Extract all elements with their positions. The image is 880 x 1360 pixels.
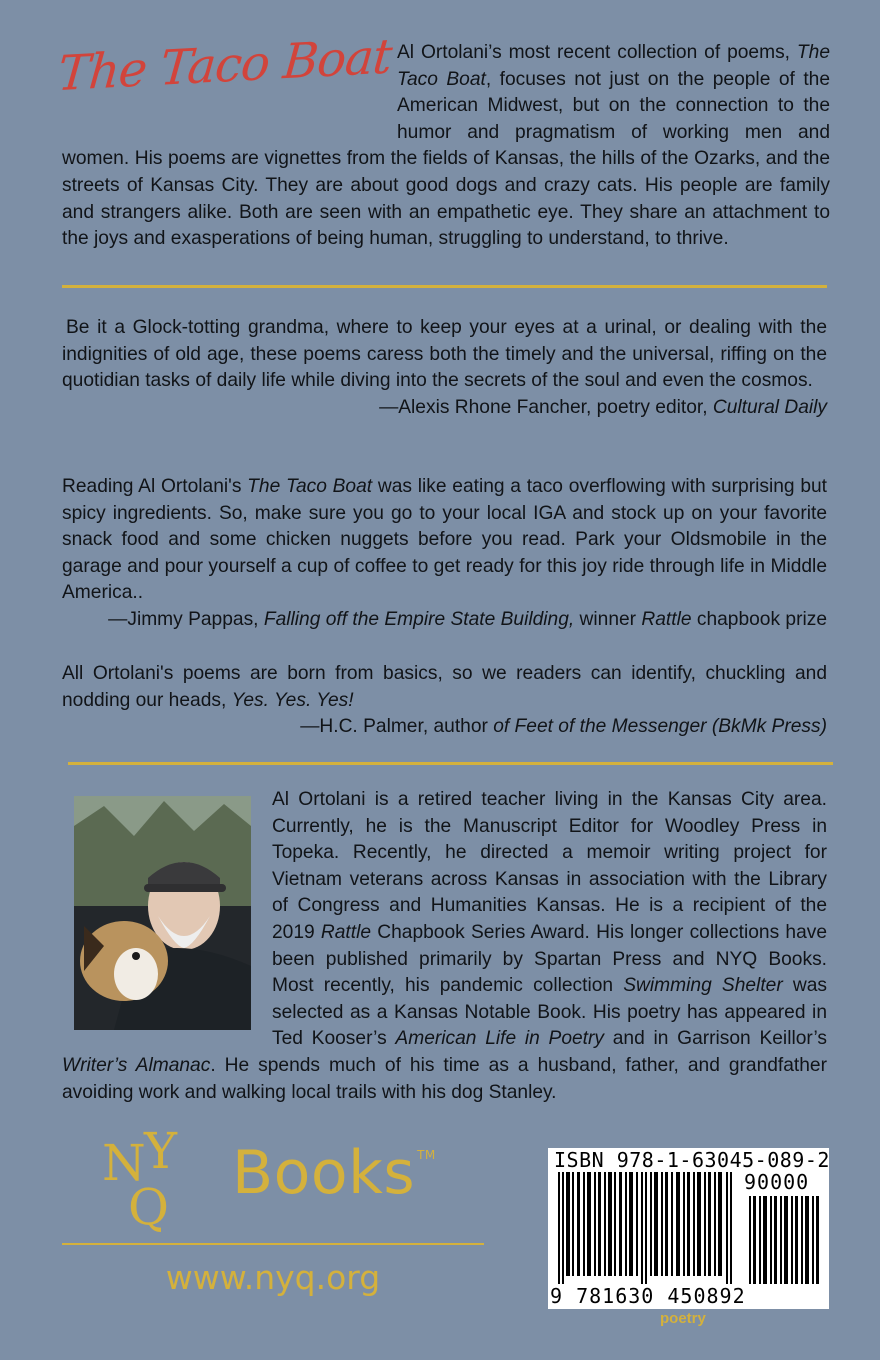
review-2-book: Falling off the Empire State Building, [263, 608, 575, 630]
review-2-text [62, 474, 827, 607]
review-3-text-a: All Ortolani's poems are born from basics, so we readers can identify, chuckling and nodding our heads, [62, 663, 827, 711]
svg-text:Y: Y [144, 1128, 178, 1180]
review-3-attribution [62, 714, 827, 741]
review-2-text-b: was like eating a taco overflowing with surprising but spicy ingredients. So, make sure you go to your local IGA and stock up on your favorite snack food and some chicken nuggets before you read. Park your Oldsmobile in the garage and pour yourself a cup of coffee to get ready for this joy ride through life in Middle America.. [62, 476, 827, 604]
blurb-text: Al Ortolani’s most recent collection of poems, [397, 42, 797, 63]
bio-text-d: and in Garrison Keillor’s [604, 1028, 827, 1050]
review-2-attribution [62, 607, 827, 634]
review-1-text: Be it a Glock-totting grandma, where to keep your eyes at a urinal, or dealing with the indignities of old age, these poems caress both the timely and the universal, riffing on the quotidian tasks of daily life while diving into the secrets of the soul and even the cosmos. [62, 317, 827, 392]
ean-barcode [556, 1172, 736, 1284]
publisher-url[interactable]: www.nyq.org [165, 1258, 381, 1297]
publisher-name [232, 1138, 436, 1208]
review-2 [62, 474, 827, 634]
review-2-winner: winner [574, 608, 642, 630]
blurb-text-rest: , focuses not just on the people of the American Midwest, but on the connection to the humor and pragmatism of working men and women. His poems are vignettes from the fields of Kansas, the hills of the Ozarks, and the streets of Kansas City. They are about good dogs and crazy cats. His people are family and strangers alike. Both are seen with an empathetic eye. They share an attachment to the joys and exasperations of being human, struggling to understand, to thrive. [62, 68, 830, 250]
bio-text-a: Al Ortolani is a retired teacher living in the Kansas City area. Currently, he is the Manuscript Editor for Woodley Press in Topeka. Recently, he directed a memoir writing project for Vietnam veterans across Kansas in association with the Library of Congress and Humanities Kansas. He is a recipient of the 2019 [272, 789, 827, 943]
review-1-attribution [62, 395, 827, 422]
photo-float-spacer [62, 787, 272, 1035]
addon-barcode [748, 1196, 820, 1284]
review-3-text [62, 661, 827, 714]
trademark: TM [417, 1148, 436, 1162]
bio-american-life: American Life in Poetry [395, 1028, 604, 1050]
review-2-rattle: Rattle [641, 608, 692, 630]
bio-swimming-shelter: Swimming Shelter [623, 975, 783, 997]
bio-text-b: Chapbook Series Award. His longer collections have been published primarily by Spartan Press and NYQ Books. Most recently, his pandemic collection [272, 921, 827, 997]
bio-rattle: Rattle [320, 921, 372, 943]
divider-middle [68, 762, 833, 765]
review-3-book: of Feet of the Messenger (BkMk Press) [493, 716, 827, 738]
review-2-author: —Jimmy Pappas, [108, 608, 264, 630]
review-1 [62, 315, 827, 421]
bio-text-e: . He spends much of his time as a husband, father, and grandfather avoiding work and walking local trails with his dog Stanley. [62, 1054, 827, 1103]
title-wrap [55, 28, 397, 120]
category-label: poetry [660, 1310, 706, 1327]
review-1-publication: Cultural Daily [712, 396, 827, 418]
books-word: Books [232, 1138, 416, 1208]
isbn-label: ISBN 978-1-63045-089-2 [554, 1148, 830, 1172]
review-3-yes: Yes. Yes. Yes! [231, 689, 354, 711]
author-bio [62, 787, 827, 1106]
nyq-logo-mark [100, 1128, 220, 1232]
barcode-box [548, 1148, 829, 1309]
review-3 [62, 661, 827, 741]
divider-top [62, 285, 827, 288]
ean-digits: 9 781630 450892 [550, 1284, 746, 1308]
svg-text:Q: Q [128, 1178, 169, 1232]
blurb-section [55, 28, 830, 253]
divider-publisher [62, 1243, 484, 1245]
blurb-book-title: The Taco Boat [397, 42, 830, 90]
price-code: 90000 [744, 1170, 810, 1194]
nyq-logo [100, 1128, 220, 1232]
bio-text-c: was selected as a Kansas Notable Book. His poetry has appeared in Ted Kooser’s [272, 975, 828, 1050]
review-1-author: —Alexis Rhone Fancher, poetry editor, [379, 396, 713, 418]
review-2-text-a: Reading Al Ortolani's [62, 476, 248, 497]
bio-writers-almanac: Writer’s Almanac [62, 1054, 211, 1076]
review-2-prize: chapbook prize [691, 608, 827, 630]
review-3-author: —H.C. Palmer, author [300, 716, 494, 738]
book-title: The Taco Boat [55, 28, 394, 103]
svg-text:N: N [102, 1134, 146, 1192]
review-2-book-title: The Taco Boat [247, 476, 373, 497]
